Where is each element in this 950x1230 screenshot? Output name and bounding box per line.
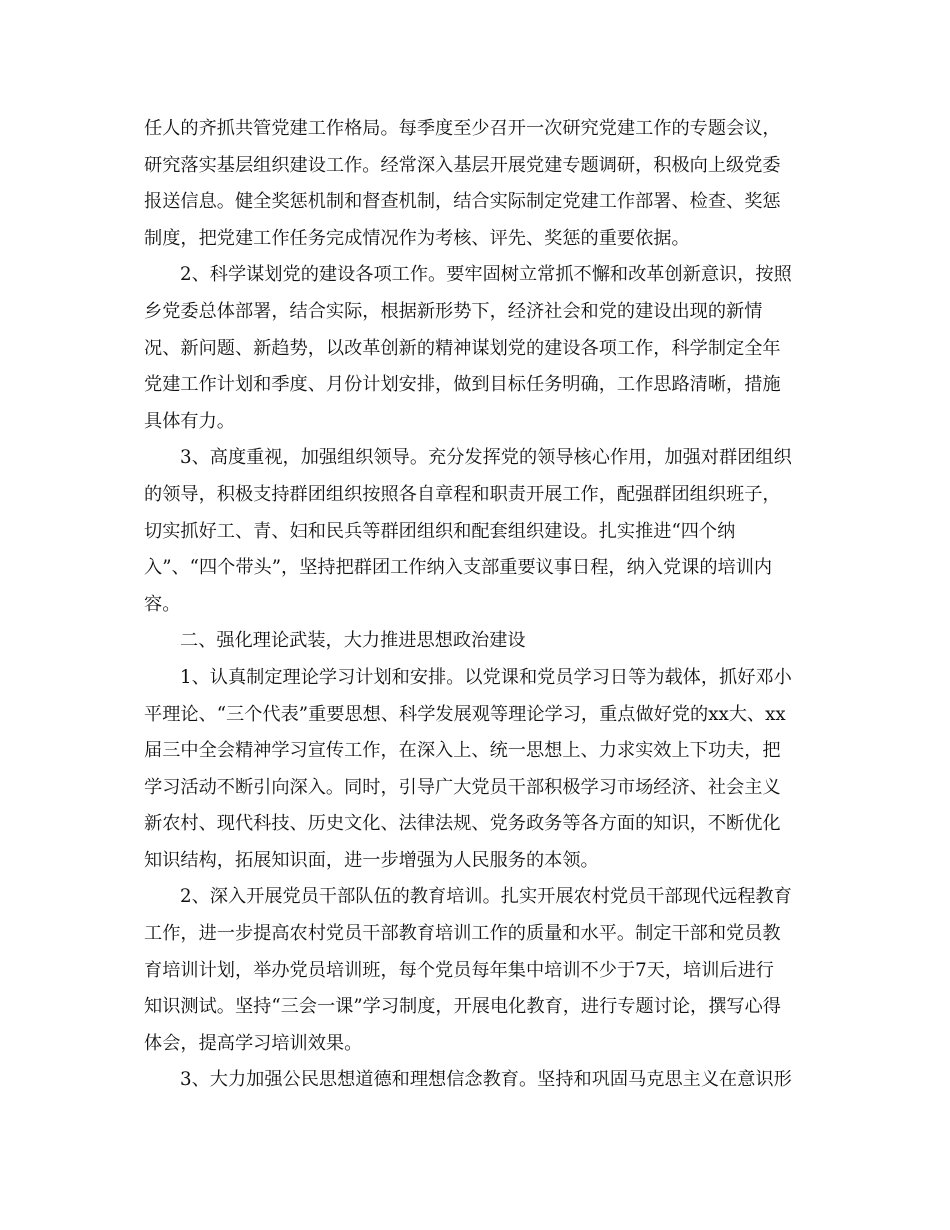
paragraph-start-line: 2、科学谋划党的建设各项工作。要牢固树立常抓不懈和改革创新意识，按照: [180, 264, 792, 286]
text-line: 届三中全会精神学习宣传工作，在深入上、统一思想上、力求实效上下功夫，把: [144, 740, 781, 762]
document-body: [144, 117, 806, 1105]
text-line: 平理论、“三个代表”重要思想、科学发展观等理论学习，重点做好党的xx大、xx: [144, 703, 786, 725]
text-line: 容。: [144, 593, 181, 615]
text-line: 入”、“四个带头”，坚持把群团工作纳入支部重要议事日程，纳入党课的培训内: [144, 557, 773, 579]
text-line: 体会，提高学习培训效果。: [144, 1032, 363, 1054]
section-heading: 二、强化理论武装，大力推进思想政治建设: [180, 630, 526, 652]
text-line: 新农村、现代科技、历史文化、法律法规、党务政务等各方面的知识，不断优化: [144, 813, 781, 835]
text-line: 制度，把党建工作任务完成情况作为考核、评先、奖惩的重要依据。: [144, 227, 690, 249]
text-line: 具体有力。: [144, 410, 235, 432]
text-line: 育培训计划，举办党员培训班，每个党员每年集中培训不少于7天，培训后进行: [144, 959, 774, 981]
text-line: 学习活动不断引向深入。同时，引导广大党员干部积极学习市场经济、社会主义: [144, 776, 781, 798]
text-line: 研究落实基层组织建设工作。经常深入基层开展党建专题调研，积极向上级党委: [144, 154, 781, 176]
text-line: 乡党委总体部署，结合实际，根据新形势下，经济社会和党的建设出现的新情: [144, 300, 763, 322]
paragraph-start-line: 3、高度重视，加强组织领导。充分发挥党的领导核心作用，加强对群团组织: [180, 447, 792, 469]
text-line: 知识测试。坚持“三会一课”学习制度，开展电化教育，进行专题讨论，撰写心得: [144, 996, 781, 1018]
paragraph-start-line: 2、深入开展党员干部队伍的教育培训。扎实开展农村党员干部现代远程教育: [180, 886, 792, 908]
text-line: 报送信息。健全奖惩机制和督查机制，结合实际制定党建工作部署、检查、奖惩: [144, 191, 781, 213]
text-line: 知识结构，拓展知识面，进一步增强为人民服务的本领。: [144, 849, 599, 871]
text-line: 工作，进一步提高农村党员干部教育培训工作的质量和水平。制定干部和党员教: [144, 923, 781, 945]
text-line: 的领导，积极支持群团组织按照各自章程和职责开展工作，配强群团组织班子，: [144, 483, 781, 505]
text-line: 任人的齐抓共管党建工作格局。每季度至少召开一次研究党建工作的专题会议，: [144, 118, 781, 139]
text-line: 党建工作计划和季度、月份计划安排，做到目标任务明确，工作思路清晰，措施: [144, 374, 781, 396]
text-line: 切实抓好工、青、妇和民兵等群团组织和配套组织建设。扎实推进“四个纳: [144, 520, 736, 542]
text-line: 况、新问题、新趋势，以改革创新的精神谋划党的建设各项工作，科学制定全年: [144, 337, 781, 359]
paragraph-start-line: 1、认真制定理论学习计划和安排。以党课和党员学习日等为载体，抓好邓小: [180, 666, 792, 688]
paragraph-start-line: 3、大力加强公民思想道德和理想信念教育。坚持和巩固马克思主义在意识形: [180, 1069, 792, 1091]
